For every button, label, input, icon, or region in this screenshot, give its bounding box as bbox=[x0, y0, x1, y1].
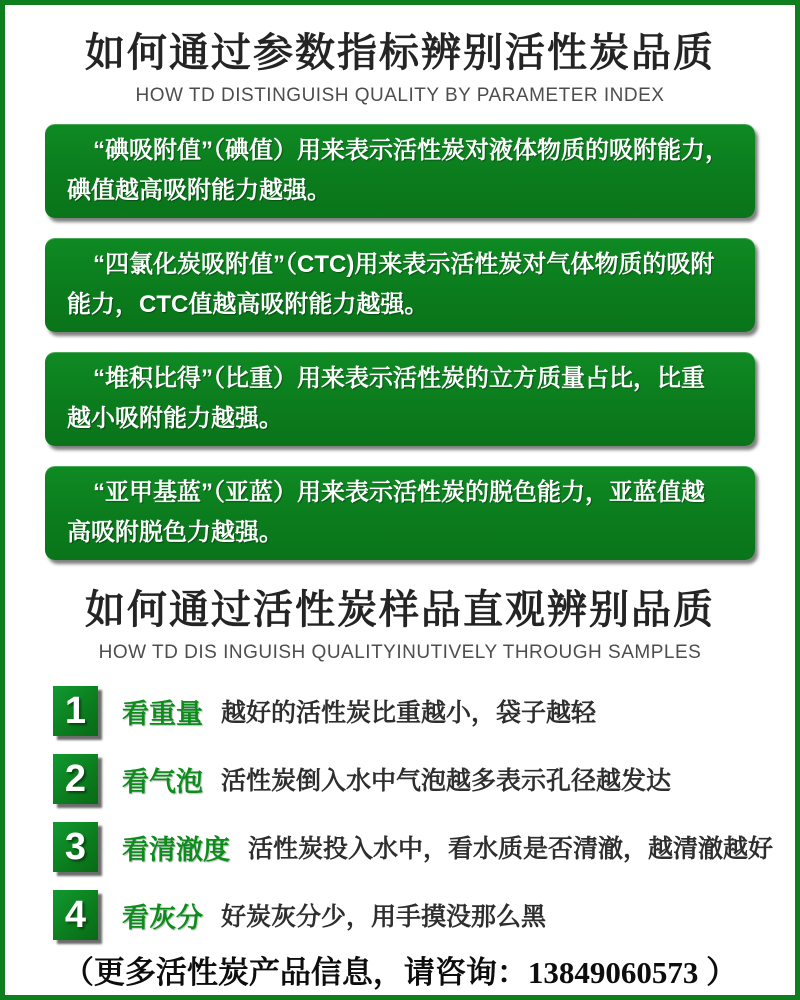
sample-item-bubbles bbox=[5, 745, 795, 813]
parameter-box-list bbox=[5, 124, 795, 560]
section2-subtitle: HOW TD DIS INGUISH QUALITYINUTIVELY THROUGH SAMPLES bbox=[98, 642, 702, 663]
item-text: 活性炭投入水中，看水质是否清澈，越清澈越好 bbox=[248, 835, 774, 863]
section2-title: 如何通过活性炭样品直观辨别品质 bbox=[85, 588, 715, 632]
item-label: 看清澈度 bbox=[122, 834, 230, 865]
item-label: 看灰分 bbox=[122, 902, 203, 933]
param-box-line: 碘值越高吸附能力越强。 bbox=[67, 177, 331, 204]
item-label: 看气泡 bbox=[122, 766, 203, 797]
param-box-density bbox=[45, 352, 755, 446]
section1-subtitle: HOW TD DISTINGUISH QUALITY BY PARAMETER INDEX bbox=[135, 85, 665, 106]
param-box-line: “亚甲基蓝”（亚蓝）用来表示活性炭的脱色能力，亚蓝值越 bbox=[93, 479, 705, 506]
param-box-line: 越小吸附能力越强。 bbox=[67, 405, 283, 432]
number-badge: 4 bbox=[53, 890, 98, 940]
param-box-iodine bbox=[45, 124, 755, 218]
number-badge: 2 bbox=[53, 754, 98, 804]
sample-item-list bbox=[5, 677, 795, 949]
param-box-ctc bbox=[45, 238, 755, 332]
number-badge: 1 bbox=[53, 686, 98, 736]
param-box-line: “四氯化炭吸附值”（CTC)用来表示活性炭对气体物质的吸附 bbox=[93, 251, 715, 278]
item-text: 越好的活性炭比重越小，袋子越轻 bbox=[221, 699, 597, 727]
param-box-methylene-blue bbox=[45, 466, 755, 560]
item-label: 看重量 bbox=[122, 698, 203, 729]
page bbox=[5, 27, 795, 993]
param-box-line: 能力，CTC值越高吸附能力越强。 bbox=[67, 291, 429, 318]
param-box-line: “碘吸附值”（碘值）用来表示活性炭对液体物质的吸附能力， bbox=[93, 137, 729, 164]
section1-title: 如何通过参数指标辨别活性炭品质 bbox=[85, 31, 715, 75]
sample-item-clarity bbox=[5, 813, 795, 881]
param-box-line: “堆积比得”（比重）用来表示活性炭的立方质量占比，比重 bbox=[93, 365, 705, 392]
param-box-line: 高吸附脱色力越强。 bbox=[67, 519, 283, 546]
number-badge: 3 bbox=[53, 822, 98, 872]
item-text: 好炭灰分少，用手摸没那么黑 bbox=[221, 903, 547, 931]
sample-item-ash bbox=[5, 881, 795, 949]
contact-phone-line: （更多活性炭产品信息，请咨询：13849060573 ） bbox=[62, 955, 738, 990]
sample-item-weight bbox=[5, 677, 795, 745]
item-text: 活性炭倒入水中气泡越多表示孔径越发达 bbox=[221, 767, 672, 795]
